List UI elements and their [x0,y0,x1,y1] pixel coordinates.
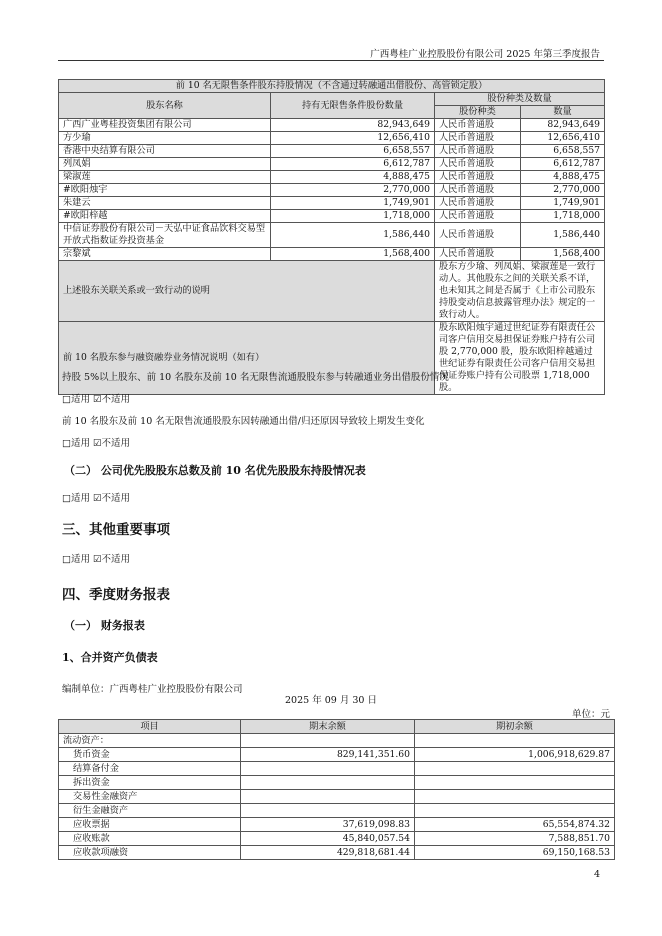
col-header-item: 项目 [59,720,241,734]
shareholder-qty: 6,612,787 [271,158,435,171]
preparing-unit: 编制单位：广西粤桂广业控股股份有限公司 [62,684,243,695]
line-item: 拆出资金 [59,776,241,790]
col-header-type: 股份种类 [435,106,521,119]
col-header-begin: 期初余额 [415,720,615,734]
share-num: 4,888,475 [521,171,605,184]
col-header-qty: 持有无限售条件股份数量 [271,93,435,119]
line-item: 货币资金 [59,748,241,762]
shareholder-name: 朱建云 [59,197,271,210]
shareholder-name: #欧阳烛宇 [59,184,271,197]
table-title: 前 10 名无限售条件股东持股情况（不含通过转融通出借股份、高管锁定股） [59,80,605,93]
header-divider [58,60,604,61]
end-balance [241,790,415,804]
table-row [59,119,605,132]
financial-statements-heading: （一） 财务报表 [64,619,145,632]
table-row [59,818,615,832]
line-item: 应收票据 [59,818,241,832]
table-row [59,223,605,248]
end-balance [241,776,415,790]
share-num: 1,749,901 [521,197,605,210]
begin-balance: 65,554,874.32 [415,818,615,832]
shareholder-name: 梁淑莲 [59,171,271,184]
margin-trading-row [59,322,605,395]
change-title: 前 10 名股东及前 10 名无限售流通股股东因转融通出借/归还原因导致较上期发生变化 [62,416,425,427]
table-row [59,248,605,261]
share-type: 人民币普通股 [435,158,521,171]
margin-trading-label: 前 10 名股东参与融资融券业务情况说明（如有） [59,322,435,395]
share-num: 12,656,410 [521,132,605,145]
related-parties-row [59,261,605,322]
end-balance [241,762,415,776]
begin-balance [415,762,615,776]
page-number: 4 [593,869,600,880]
table-row [59,734,615,748]
shareholder-qty: 6,658,557 [271,145,435,158]
share-type: 人民币普通股 [435,132,521,145]
line-item: 流动资产： [59,734,241,748]
table-row [59,145,605,158]
table-row [59,790,615,804]
end-balance: 829,141,351.60 [241,748,415,762]
shareholder-qty: 1,586,440 [271,223,435,248]
table-row [59,132,605,145]
share-num: 1,568,400 [521,248,605,261]
share-num: 2,770,000 [521,184,605,197]
end-balance [241,734,415,748]
report-date: 2025 年 09 月 30 日 [285,695,377,706]
top10-shareholders-table [58,79,605,395]
line-item: 交易性金融资产 [59,790,241,804]
preferred-shares-heading: （二） 公司优先股股东总数及前 10 名优先股股东持股情况表 [64,464,366,477]
table-row [59,762,615,776]
shareholder-name: 中信证券股份有限公司－天弘中证食品饮料交易型开放式指数证券投资基金 [59,223,271,248]
begin-balance: 69,150,168.53 [415,846,615,860]
table-row [59,197,605,210]
share-num: 82,943,649 [521,119,605,132]
report-header: 广西粤桂广业控股股份有限公司 2025 年第三季度报告 [370,49,600,60]
margin-trading-text: 股东欧阳烛宇通过世纪证券有限责任公司客户信用交易担保证券账户持有公司股 2,770,000 股，股东欧阳梓越通过世纪证券有限责任公司客户信用交易担保证券账户持有公司股票 1,718,000 股。 [435,322,605,395]
line-item: 衍生金融资产 [59,804,241,818]
line-item: 结算备付金 [59,762,241,776]
begin-balance: 1,006,918,629.87 [415,748,615,762]
share-type: 人民币普通股 [435,145,521,158]
share-type: 人民币普通股 [435,210,521,223]
balance-sheet-heading: 1、合并资产负债表 [62,651,158,664]
share-type: 人民币普通股 [435,171,521,184]
begin-balance: 7,588,851.70 [415,832,615,846]
share-type: 人民币普通股 [435,184,521,197]
table-row [59,846,615,860]
shareholder-name: 宗黎斌 [59,248,271,261]
table-title-row [59,80,605,93]
table-row [59,210,605,223]
shareholder-name: 广西广业粤桂投资集团有限公司 [59,119,271,132]
shareholder-qty: 2,770,000 [271,184,435,197]
table-row [59,748,615,762]
shareholder-name: 列凤娟 [59,158,271,171]
begin-balance [415,804,615,818]
share-type: 人民币普通股 [435,119,521,132]
col-header-group: 股份种类及数量 [435,93,605,106]
related-parties-text: 股东方少瑜、列凤娟、梁淑莲是一致行动人。其他股东之间的关联关系不详，也未知其之间是否属于《上市公司股东持股变动信息披露管理办法》规定的一致行动人。 [435,261,605,322]
col-header-name: 股东名称 [59,93,271,119]
shareholder-name: #欧阳梓越 [59,210,271,223]
share-type: 人民币普通股 [435,248,521,261]
table-row [59,158,605,171]
applicability-note: □适用 ☑不适用 [62,438,131,449]
table-row [59,804,615,818]
balance-sheet-table [58,719,615,860]
table-row [59,776,615,790]
shareholder-qty: 4,888,475 [271,171,435,184]
shareholder-qty: 1,718,000 [271,210,435,223]
other-matters-heading: 三、其他重要事项 [62,522,170,538]
col-header-end: 期末余额 [241,720,415,734]
line-item: 应收账款 [59,832,241,846]
currency-unit: 单位：元 [571,709,610,720]
table-row [59,832,615,846]
line-item: 应收款项融资 [59,846,241,860]
applicability-note: □适用 ☑不适用 [62,394,131,405]
related-parties-label: 上述股东关联关系或一致行动的说明 [59,261,435,322]
quarterly-statements-heading: 四、季度财务报表 [62,587,170,603]
share-num: 1,718,000 [521,210,605,223]
end-balance: 37,619,098.83 [241,818,415,832]
share-num: 1,586,440 [521,223,605,248]
shareholder-name: 香港中央结算有限公司 [59,145,271,158]
shareholder-name: 方少瑜 [59,132,271,145]
table-header-row [59,720,615,734]
share-type: 人民币普通股 [435,197,521,210]
end-balance: 45,840,057.54 [241,832,415,846]
begin-balance [415,790,615,804]
begin-balance [415,734,615,748]
shareholder-qty: 12,656,410 [271,132,435,145]
share-num: 6,612,787 [521,158,605,171]
table-header-row [59,93,605,106]
lending-title: 持股 5%以上股东、前 10 名股东及前 10 名无限售流通股股东参与转融通业务出借股份情况 [62,372,449,383]
share-type: 人民币普通股 [435,223,521,248]
shareholder-qty: 1,749,901 [271,197,435,210]
end-balance: 429,818,681.44 [241,846,415,860]
shareholder-qty: 1,568,400 [271,248,435,261]
shareholder-qty: 82,943,649 [271,119,435,132]
end-balance [241,804,415,818]
applicability-note: □适用 ☑不适用 [62,493,131,504]
table-row [59,171,605,184]
applicability-note: □适用 ☑不适用 [62,554,131,565]
share-num: 6,658,557 [521,145,605,158]
table-row [59,184,605,197]
begin-balance [415,776,615,790]
col-header-num: 数量 [521,106,605,119]
